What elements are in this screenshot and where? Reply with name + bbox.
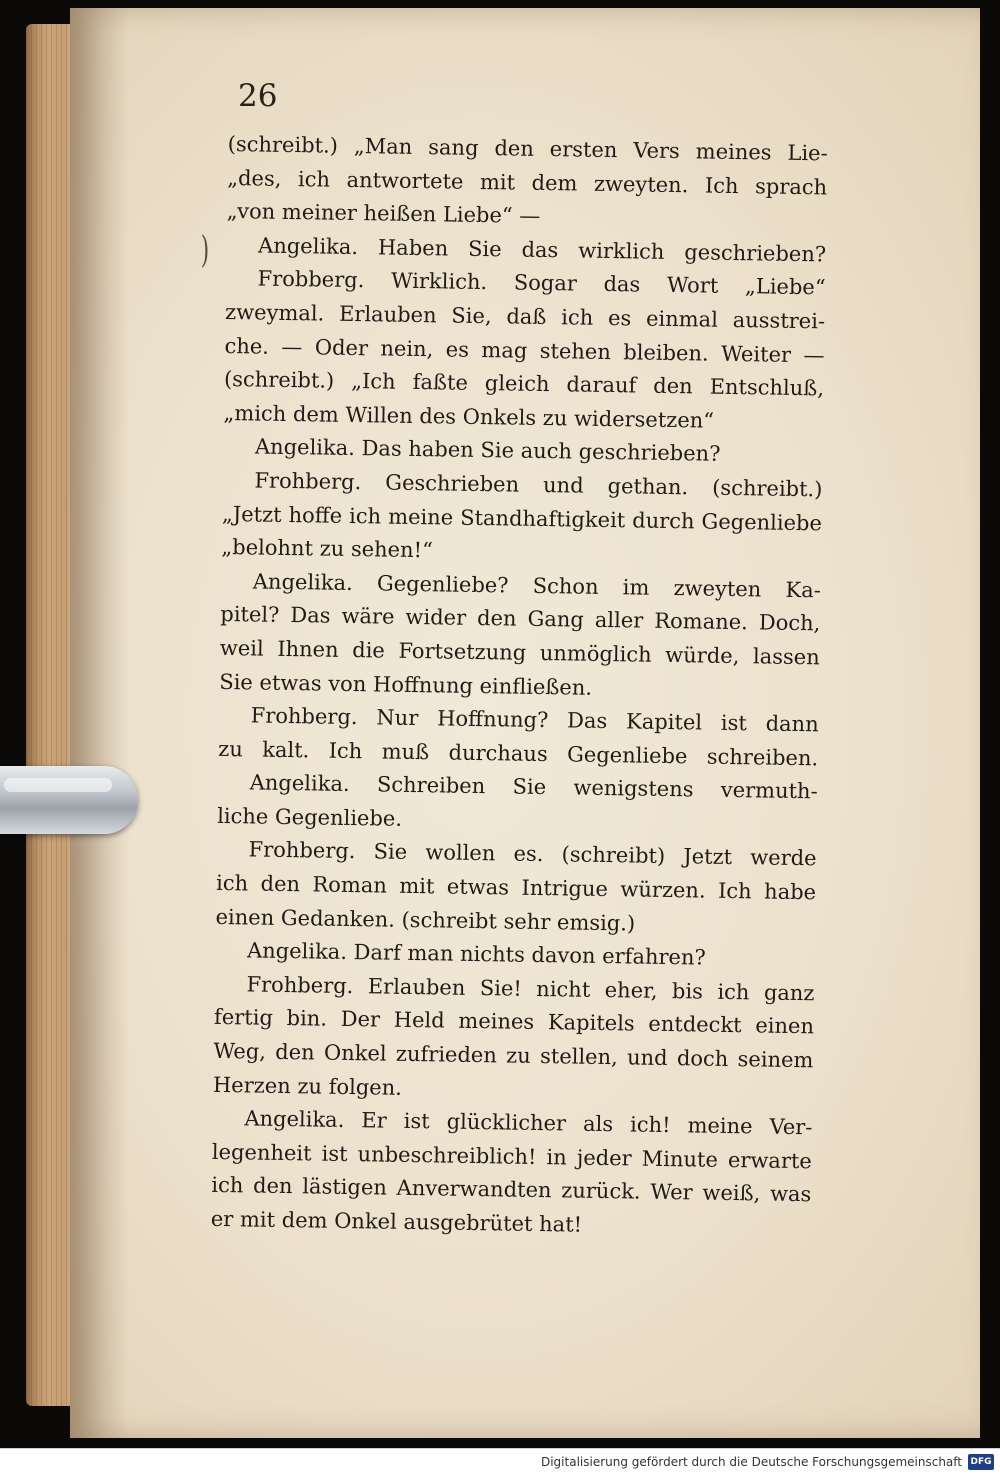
text-line: „belohnt zu sehen!“ <box>221 535 433 563</box>
text-line: fertig bin. Der Held meines Kapitels entdeckt einen <box>213 1005 815 1039</box>
text-line: che. — Oder nein, es mag stehen bleiben. Weiter — <box>224 333 825 367</box>
dfg-logo-icon: DFG <box>968 1454 994 1470</box>
text-line: er mit dem Onkel ausgebrütet hat! <box>210 1206 583 1237</box>
text-line: „von meiner heißen Liebe“ — <box>226 199 541 229</box>
margin-mark: ) <box>200 230 210 271</box>
text-line: Weg, den Onkel zufrieden zu stellen, und doch seinem <box>213 1038 814 1073</box>
text-line: legenheit ist unbeschreiblich! in jeder Minute erwarte <box>211 1139 813 1174</box>
speaker-line: Frohberg. Sie wollen es. (schreibt) Jetzt werde <box>248 837 817 871</box>
spine-shadow <box>70 8 130 1438</box>
speaker-line: Angelika. Haben Sie das wirklich geschrieben? <box>257 233 827 267</box>
text-line: zu kalt. Ich muß durchaus Gegenliebe schreiben. <box>218 736 819 771</box>
footer-credit: Digitalisierung gefördert durch die Deutsche Forschungsgemeinschaft <box>540 1455 962 1469</box>
speaker-line: Frobberg. Wirklich. Sogar das Wort „Liebe“ <box>257 266 826 300</box>
text-line: Herzen zu folgen. <box>212 1072 403 1100</box>
speaker-line: Angelika. Darf man nichts davon erfahren? <box>246 938 706 970</box>
speaker-line: Frohberg. Nur Hoffnung? Das Kapitel ist dann <box>250 703 819 737</box>
speaker-line: Angelika. Schreiben Sie wenigstens vermuth- <box>249 770 818 804</box>
speaker-line: Frohberg. Geschrieben und gethan. (schreibt.) <box>254 468 823 502</box>
text-line: ich den lästigen Anverwandten zurück. Wer weiß, was <box>211 1173 812 1207</box>
text-line: Sie etwas von Hoffnung einfließen. <box>219 669 593 700</box>
speaker-line: Angelika. Das haben Sie auch geschrieben? <box>254 434 721 467</box>
page-number: 26 <box>238 78 278 114</box>
text-line: „Jetzt hoffe ich meine Standhaftigkeit durch Gegenliebe <box>221 501 823 535</box>
text-line: ich den Roman mit etwas Intrigue würzen. Ich habe <box>215 870 817 905</box>
text-line: (schreibt.) „Man sang den ersten Vers meines Lie- <box>227 131 828 166</box>
text-line: einen Gedanken. (schreibt sehr emsig.) <box>215 904 636 936</box>
text-line: weil Ihnen die Fortsetzung unmöglich würde, lassen <box>219 635 820 670</box>
text-line: zweymal. Erlauben Sie, daß ich es einmal ausstrei- <box>224 299 826 334</box>
text-line: „mich dem Willen des Onkels zu widersetzen“ <box>223 400 715 433</box>
text-line: pitel? Das wäre wider den Gang aller Romane. Doch, <box>220 602 821 636</box>
text-line: (schreibt.) „Ich faßte gleich darauf den Entschluß, <box>223 367 825 401</box>
speaker-line: Angelika. Er ist glücklicher als ich! meine Ver- <box>244 1106 813 1140</box>
speaker-line: Angelika. Gegenliebe? Schon im zweyten Ka- <box>252 569 822 603</box>
speaker-line: Frohberg. Erlauben Sie! nicht eher, bis ich ganz <box>246 972 815 1006</box>
page-text <box>211 128 828 1246</box>
text-line: liche Gegenliebe. <box>217 803 403 831</box>
footer-bar <box>0 1448 1000 1477</box>
page-clip-marker <box>0 766 138 834</box>
text-line: „des, ich antwortete mit dem zweyten. Ich sprach <box>227 165 828 200</box>
